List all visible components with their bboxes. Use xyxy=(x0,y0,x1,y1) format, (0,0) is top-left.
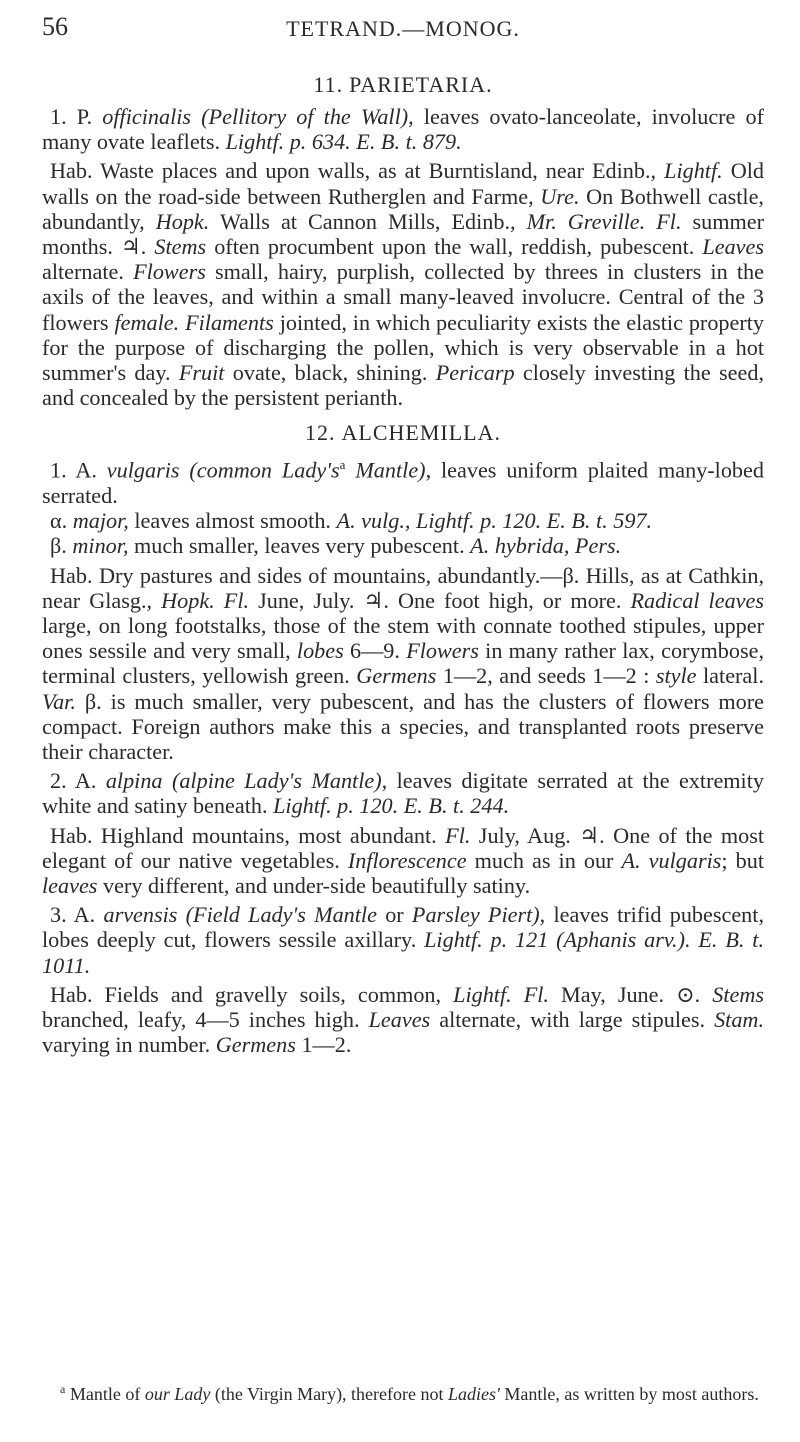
variety-alpha: α. major, leaves almost smooth. A. vulg., Lightf. p. 120. E. B. t. 597. xyxy=(50,508,653,534)
species-entry-alchemilla-alpina: 2. A. alpina (alpine Lady's Mantle), leaves digitate serrated at the extremity white and satiny beneath. Lightf. p. 120. E. B. t. 244. xyxy=(42,768,764,819)
species-entry-alchemilla-vulgaris: 1. A. vulgaris (common $Lady's^a$ Mantle), leaves uniform plaited many-lobed serrated. xyxy=(42,457,764,509)
footnote: $^a$ Mantle of our Lady (the Virgin Mary), therefore not Ladies' Mantle, as written by most authors. xyxy=(60,1382,759,1404)
running-head: TETRAND.—MONOG. xyxy=(286,16,520,41)
species-entry-parietaria-officinalis: 1. P. officinalis (Pellitory of the Wall), leaves ovato-lanceolate, involucre of many ovate leaflets. Lightf. p. 634. E. B. t. 879. xyxy=(42,104,765,155)
variety-beta: β. minor, much smaller, leaves very pubescent. A. hybrida, Pers. xyxy=(50,533,622,559)
footnote-mark: a xyxy=(339,457,346,473)
genus-heading-parietaria: 11. PARIETARIA. xyxy=(313,72,493,97)
habitat-alchemilla-vulgaris: Hab. Dry pastures and sides of mountains, abundantly.—β. Hills, as at Cathkin, near Glasg., Hopk. Fl. June, July. ♃. One foot high, or more. Radical leaves large, on long footstalks, those of the stem with connate toothed stipules, upper ones sessile and very small, lobes 6—9. Flowers in many rather lax, corymbose, terminal clusters, yellowish green. Germens 1—2, and seeds 1—2 : style lateral. Var. β. is much smaller, very pubescent, and has the clusters of flowers more compact. Foreign authors make this a species, and transplanted roots preserve their character. xyxy=(42,562,764,765)
habitat-parietaria: Hab. Waste places and upon walls, as at Burntisland, near Edinb., Lightf. Old walls on the road-side between Rutherglen and Farme, Ure. On Bothwell castle, abundantly, Hopk. Walls at Cannon Mills, Edinb., Mr. Greville. Fl. summer months. ♃. Stems often procumbent upon the wall, reddish, pubescent. Leaves alternate. Flowers small, hairy, purplish, collected by threes in clusters in the axils of the leaves, and within a small many-leaved involucre. Central of the 3 flowers female. Filaments jointed, in which peculiarity exists the elastic property for the purpose of discharging the pollen, which is very observable in a hot summer's day. Fruit ovate, black, shining. Pericarp closely investing the seed, and concealed by the persistent perianth. xyxy=(42,158,765,411)
species-entry-alchemilla-arvensis: 3. A. arvensis (Field Lady's Mantle or Parsley Piert), leaves trifid pubescent, lobes deeply cut, flowers sessile axillary. Lightf. p. 121 (Aphanis arv.). E. B. t. 1011. xyxy=(42,902,764,978)
page-header xyxy=(42,10,764,62)
habitat-alchemilla-alpina: Hab. Highland mountains, most abundant. Fl. July, Aug. ♃. One of the most elegant of our native vegetables. Inflorescence much as in our A. vulgaris; but leaves very different, and under-side beautifully satiny. xyxy=(42,822,764,899)
genus-heading-alchemilla: 12. ALCHEMILLA. xyxy=(305,420,501,446)
habitat-alchemilla-arvensis: Hab. Fields and gravelly soils, common, Lightf. Fl. May, June. ⊙. Stems branched, leafy, 4—5 inches high. Leaves alternate, with large stipules. Stam. varying in number. Germens 1—2. xyxy=(42,981,764,1058)
page-number: 56 xyxy=(42,12,68,41)
